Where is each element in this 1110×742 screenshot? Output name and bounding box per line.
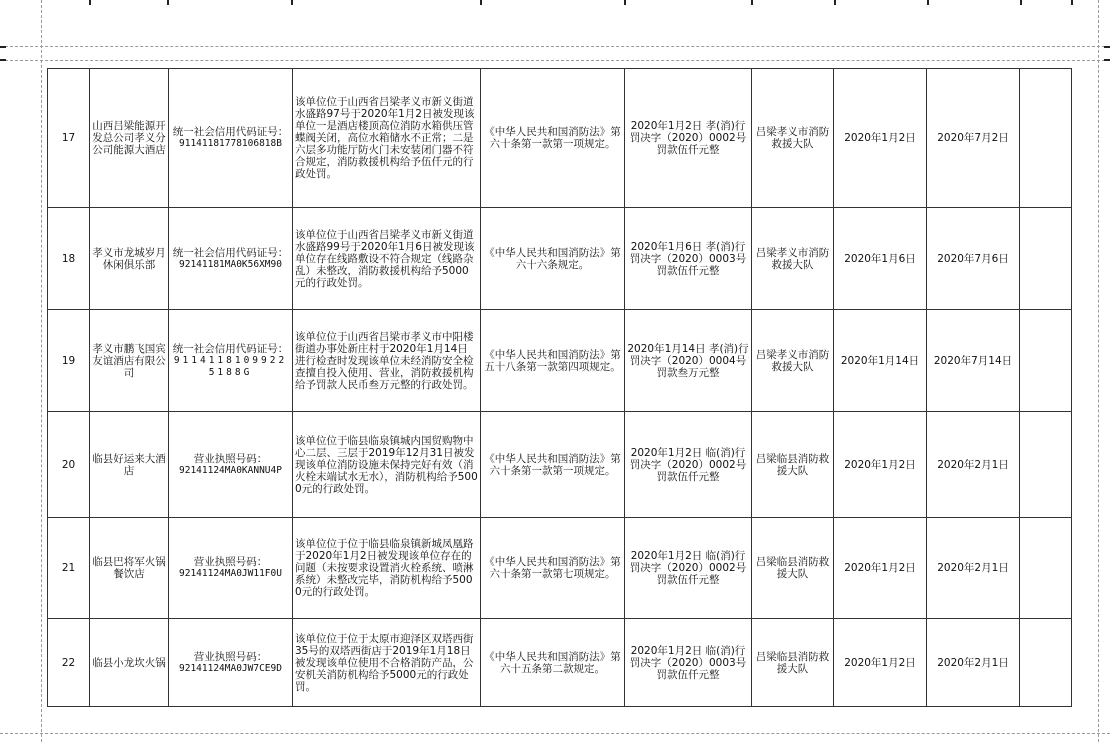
table-row: [48, 310, 1072, 412]
table-row: [48, 518, 1072, 619]
ruler-tick: [1020, 0, 1022, 5]
ruler-tick: [751, 0, 753, 5]
cert-label: 营业执照号码：: [193, 556, 268, 568]
cell-authority: 吕梁临县消防救援大队: [752, 518, 834, 619]
cell-violation: 该单位位于山西省吕梁孝义市新义街道水盛路99号于2020年1月6日被发现该单位存在线路敷设不符合规定（线路杂乱）未整改，消防救援机构给予5000元的行政处罚。: [293, 208, 481, 310]
cell-decision: 2020年1月2日 孝(消)行罚决字（2020）0002号罚款伍仟元整: [625, 69, 752, 208]
page-margin-guide-top: [0, 46, 1110, 47]
table-row: [48, 208, 1072, 310]
cell-cert: [169, 310, 293, 412]
penalty-records-table: [47, 68, 1072, 707]
cell-decision: 2020年1月2日 临(消)行罚决字（2020）0002号 罚款伍仟元整: [625, 518, 752, 619]
ruler-tick: [0, 46, 6, 48]
cert-number: 92141124MA0JW11F0U: [179, 568, 282, 579]
cell-cert: [169, 208, 293, 310]
cell-violation: 该单位位于山西省吕梁市孝义市中阳楼街道办事处新庄村于2020年1月14日进行检查时发现该单位未经消防安全检查擅自投入使用、营业，消防救援机构给予罚款人民币叁万元整的行政处罚。: [293, 310, 481, 412]
cell-violation: 该单位位于山西省吕梁孝义市新义街道水盛路97号于2020年1月2日被发现该单位一是酒店楼顶高位消防水箱供压管蝶阀关闭，高位水箱储水不正常；二是六层多功能厅防火门未安装闭门器不符合规定，消防救援机构给予伍仟元的行政处罚。: [293, 69, 481, 208]
cert-label: 统一社会信用代码证号：: [172, 126, 289, 138]
cell-empty: [1020, 619, 1072, 707]
cell-date: 2020年1月2日: [834, 412, 927, 518]
cell-cert: [169, 412, 293, 518]
cell-expire: 2020年7月6日: [927, 208, 1020, 310]
cert-label: 营业执照号码：: [193, 452, 268, 465]
ruler-tick: [480, 0, 482, 5]
cell-cert: [169, 619, 293, 707]
cell-cert: [169, 518, 293, 619]
cell-basis: 《中华人民共和国消防法》第六十条第一款第一项规定。: [481, 69, 625, 208]
cert-number: 92141124MA0JW7CE9D: [179, 662, 282, 674]
table-row: [48, 69, 1072, 208]
cell-expire: 2020年7月14日: [927, 310, 1020, 412]
cell-authority: 吕梁孝义市消防救援大队: [752, 208, 834, 310]
cell-name: 临县巴将军火锅餐饮店: [90, 518, 169, 619]
cert-label: 营业执照号码：: [193, 650, 268, 663]
cell-expire: 2020年7月2日: [927, 69, 1020, 208]
cell-empty: [1020, 412, 1072, 518]
cell-empty: [1020, 518, 1072, 619]
cell-expire: 2020年2月1日: [927, 412, 1020, 518]
cell-no: 17: [48, 69, 90, 208]
page-margin-guide-header: [0, 60, 1110, 61]
cell-no: 21: [48, 518, 90, 619]
ruler-tick: [1104, 46, 1110, 48]
cell-basis: 《中华人民共和国消防法》第六十条第一款第七项规定。: [481, 518, 625, 619]
cell-name: 临县小龙坎火锅: [90, 619, 169, 707]
ruler-tick: [0, 59, 6, 61]
cell-basis: 《中华人民共和国消防法》第六十六条规定。: [481, 208, 625, 310]
page-margin-guide-bottom: [0, 733, 1110, 734]
cell-no: 22: [48, 619, 90, 707]
cell-violation: 该单位位于位于太原市迎泽区双塔西街35号的双塔西街店于2019年1月18日被发现该单位使用不合格消防产品，公安机关消防机构给予5000元的行政处罚。: [293, 619, 481, 707]
cell-no: 19: [48, 310, 90, 412]
cell-name: 临县好运来大酒店: [90, 412, 169, 518]
cell-violation: 该单位位于位于临县临泉镇新城凤凰路于2020年1月2日被发现该单位存在的问题（未按要求设置消火栓系统、喷淋系统）未整改完毕，消防机构给予5000元的行政处罚。: [293, 518, 481, 619]
cell-authority: 吕梁孝义市消防救援大队: [752, 310, 834, 412]
ruler-tick: [1104, 59, 1110, 61]
cell-name: 孝义市龙城岁月休闲俱乐部: [90, 208, 169, 310]
page-margin-guide-right: [1098, 0, 1099, 742]
cell-name: 山西吕梁能源开发总公司孝义分公司能源大酒店: [90, 69, 169, 208]
cert-label: 统一社会信用代码证号：: [172, 342, 289, 355]
cell-empty: [1020, 310, 1072, 412]
cell-date: 2020年1月2日: [834, 69, 927, 208]
cell-basis: 《中华人民共和国消防法》第五十八条第一款第四项规定。: [481, 310, 625, 412]
cell-date: 2020年1月6日: [834, 208, 927, 310]
cell-empty: [1020, 208, 1072, 310]
cell-authority: 吕梁孝义市消防救援大队: [752, 69, 834, 208]
cell-no: 18: [48, 208, 90, 310]
cell-decision: 2020年1月2日 临(消)行罚决字（2020）0003号罚款伍仟元整: [625, 619, 752, 707]
cell-cert: [169, 69, 293, 208]
cert-number: 91141181099225188G: [173, 354, 288, 378]
cert-number: 91141181778106818B: [179, 138, 282, 149]
cell-violation: 该单位位于临县临泉镇城内国贸购物中心二层、三层于2019年12月31日被发现该单位消防设施未保持完好有效（消火栓末端试水无水），消防机构给予5000元的行政处罚。: [293, 412, 481, 518]
table-row: [48, 619, 1072, 707]
ruler-tick: [167, 0, 169, 5]
cell-empty: [1020, 69, 1072, 208]
ruler-tick: [291, 0, 293, 5]
table-row: [48, 412, 1072, 518]
cell-decision: 2020年1月2日 临(消)行罚决字（2020）0002号罚款伍仟元整: [625, 412, 752, 518]
cell-authority: 吕梁临县消防救援大队: [752, 619, 834, 707]
cell-decision: 2020年1月14日 孝(消)行罚决字（2020）0004号罚款叁万元整: [625, 310, 752, 412]
cert-number: 92141181MA0K56XM90: [179, 258, 282, 270]
cell-date: 2020年1月2日: [834, 518, 927, 619]
ruler-tick: [89, 0, 91, 5]
cell-expire: 2020年2月1日: [927, 518, 1020, 619]
cell-expire: 2020年2月1日: [927, 619, 1020, 707]
cell-basis: 《中华人民共和国消防法》第六十五条第二款规定。: [481, 619, 625, 707]
page-margin-guide-left: [41, 0, 42, 742]
cell-no: 20: [48, 412, 90, 518]
ruler-tick: [1071, 0, 1073, 5]
cert-label: 统一社会信用代码证号：: [172, 246, 289, 259]
ruler-tick: [834, 0, 836, 5]
cell-name: 孝义市鹏飞国宾友谊酒店有限公司: [90, 310, 169, 412]
cell-authority: 吕梁临县消防救援大队: [752, 412, 834, 518]
ruler-tick: [624, 0, 626, 5]
cell-date: 2020年1月14日: [834, 310, 927, 412]
ruler-tick: [927, 0, 929, 5]
cell-decision: 2020年1月6日 孝(消)行罚决字（2020）0003号罚款伍仟元整: [625, 208, 752, 310]
cert-number: 92141124MA0KANNU4P: [179, 464, 282, 476]
cell-basis: 《中华人民共和国消防法》第六十条第一款第一项规定。: [481, 412, 625, 518]
cell-date: 2020年1月2日: [834, 619, 927, 707]
